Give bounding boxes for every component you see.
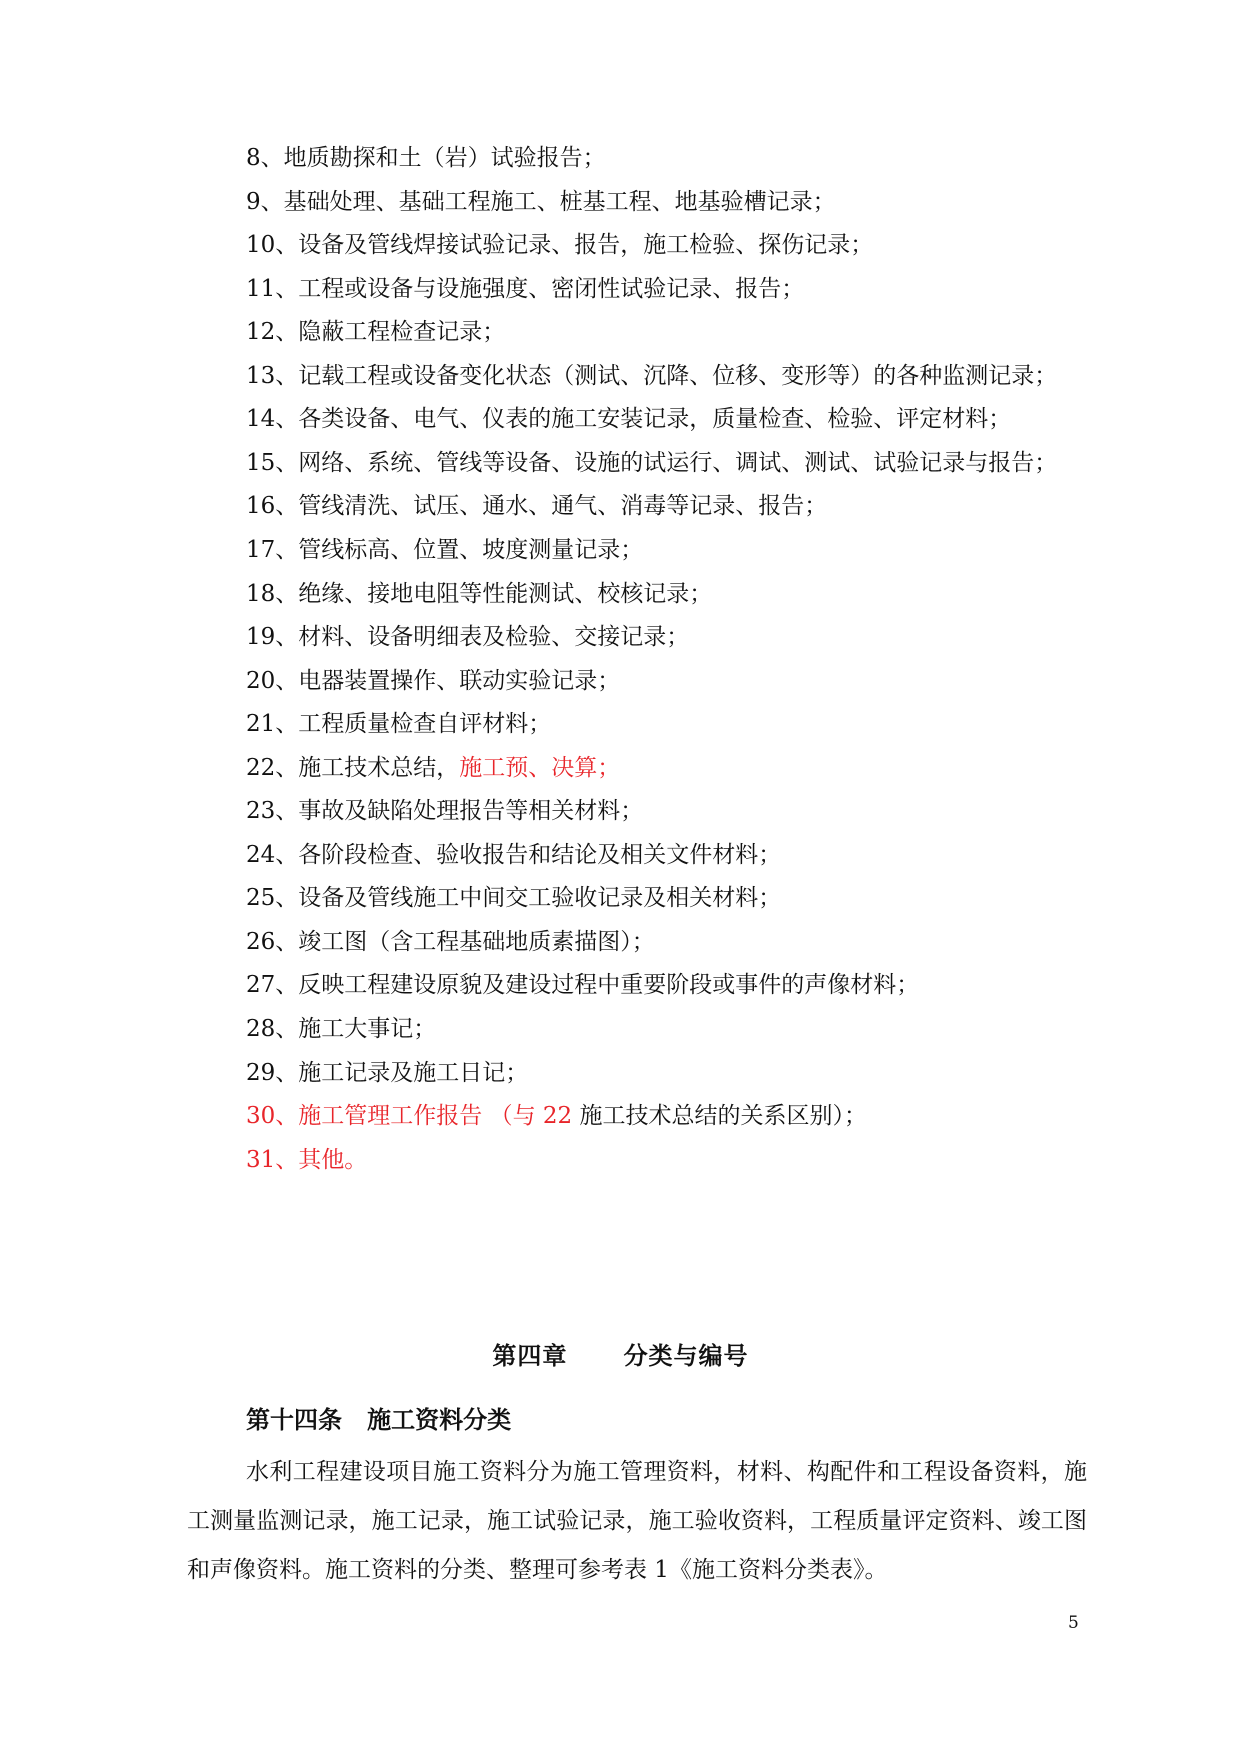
list-item — [246, 1058, 528, 1088]
highlighted-text: 31、其他。 — [246, 1147, 368, 1173]
list-item — [246, 579, 712, 609]
chapter-title: 分类与编号 — [623, 1341, 749, 1370]
list-item — [246, 666, 620, 696]
list-item — [246, 970, 919, 1000]
list-item — [246, 187, 836, 217]
list-item — [246, 927, 655, 957]
list-item — [246, 535, 643, 565]
item-text: 12、隐蔽工程检查记录； — [246, 319, 506, 345]
list-item — [246, 1014, 436, 1044]
item-text: 13、记载工程或设备变化状态（测试、沉降、位移、变形等）的各种监测记录； — [246, 363, 1058, 389]
list-item — [246, 448, 1057, 478]
article-title: 施工资料分类 — [367, 1405, 512, 1434]
list-item — [246, 753, 620, 783]
highlighted-text: 施工预、决算； — [459, 755, 621, 781]
list-item — [246, 143, 606, 173]
list-item — [246, 404, 1011, 434]
item-text: 22、施工技术总结， — [246, 755, 460, 781]
item-text: 20、电器装置操作、联动实验记录； — [246, 668, 621, 694]
item-text: 19、材料、设备明细表及检验、交接记录； — [246, 624, 690, 650]
item-text: 26、竣工图（含工程基础地质素描图）； — [246, 929, 655, 955]
item-text: 28、施工大事记； — [246, 1016, 437, 1042]
article-number: 第十四条 — [246, 1405, 342, 1434]
list-item — [246, 796, 643, 826]
item-text: 21、工程质量检查自评材料； — [246, 711, 552, 737]
item-text: 17、管线标高、位置、坡度测量记录； — [246, 537, 644, 563]
list-item — [246, 622, 689, 652]
item-text: 23、事故及缺陷处理报告等相关材料； — [246, 798, 644, 824]
list-item — [246, 491, 827, 521]
list-item — [246, 274, 804, 304]
list-item — [246, 1145, 367, 1175]
item-text: 27、反映工程建设原貌及建设过程中重要阶段或事件的声像材料； — [246, 972, 920, 998]
list-item — [246, 230, 873, 260]
page-number: 5 — [1068, 1613, 1079, 1633]
item-text: 施工技术总结的关系区别）； — [572, 1103, 867, 1129]
item-text: 11、工程或设备与设施强度、密闭性试验记录、报告； — [246, 276, 805, 302]
chapter-heading — [0, 1336, 1241, 1371]
highlighted-text: 30、施工管理工作报告 （与 22 — [246, 1103, 573, 1129]
list-item — [246, 361, 1057, 391]
item-text: 25、设备及管线施工中间交工验收记录及相关材料； — [246, 885, 782, 911]
item-text: 9、基础处理、基础工程施工、桩基工程、地基验槽记录； — [246, 189, 836, 215]
item-text: 14、各类设备、电气、仪表的施工安装记录，质量检查、检验、评定材料； — [246, 406, 1012, 432]
item-text: 24、各阶段检查、验收报告和结论及相关文件材料； — [246, 842, 782, 868]
item-text: 29、施工记录及施工日记； — [246, 1060, 529, 1086]
item-text: 18、绝缘、接地电阻等性能测试、校核记录； — [246, 581, 713, 607]
item-text: 16、管线清洗、试压、通水、通气、消毒等记录、报告； — [246, 493, 828, 519]
list-item — [246, 840, 781, 870]
list-item — [246, 317, 505, 347]
item-text: 8、地质勘探和土（岩）试验报告； — [246, 145, 606, 171]
item-text: 15、网络、系统、管线等设备、设施的试运行、调试、测试、试验记录与报告； — [246, 450, 1058, 476]
article-heading — [246, 1400, 511, 1435]
list-item — [246, 709, 551, 739]
body-paragraph: 水利工程建设项目施工资料分为施工管理资料，材料、构配件和工程设备资料，施工测量监测记录，施工记录，施工试验记录，施工验收资料，工程质量评定资料、竣工图和声像资料。施工资料的分类、整理可参考表 1《施工资料分类表》。 — [187, 1459, 1087, 1583]
item-text: 10、设备及管线焊接试验记录、报告，施工检验、探伤记录； — [246, 232, 874, 258]
list-item — [246, 1101, 867, 1131]
chapter-number: 第四章 — [492, 1341, 568, 1370]
list-item — [246, 883, 781, 913]
